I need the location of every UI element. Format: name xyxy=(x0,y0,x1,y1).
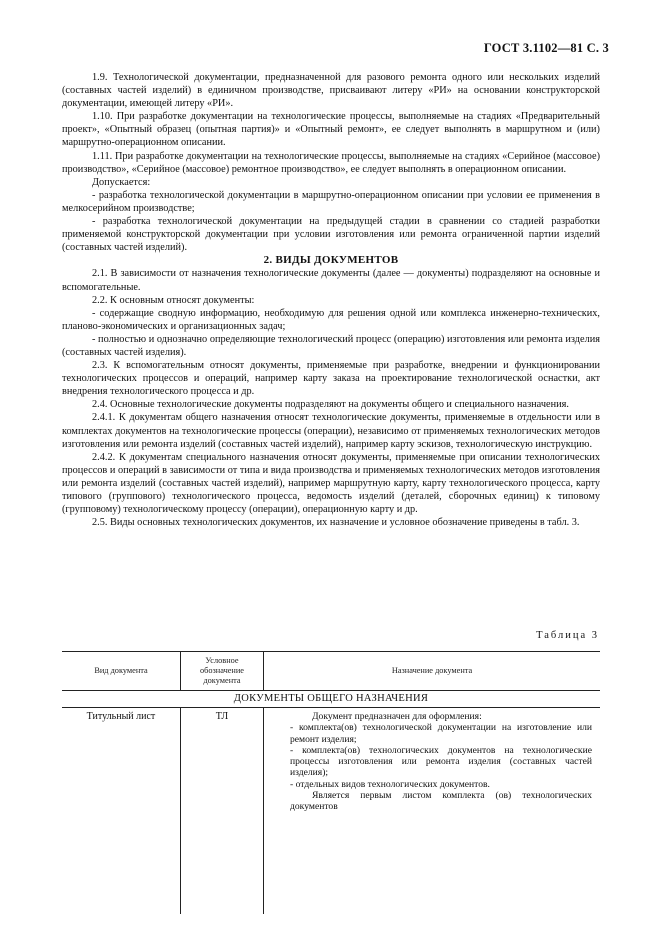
paragraph-bullet: - содержащие сводную информацию, необходимую для решения одной или комплекса инженерно-технических, планово-экономических и организационных задач; xyxy=(62,307,600,332)
paragraph-allowed: Допускается: xyxy=(92,176,151,188)
body-text xyxy=(62,71,600,529)
table-header xyxy=(62,652,600,691)
paragraph-1-9: 1.9. Технологической документации, предназначенной для разового ремонта одного или нескольких изделий (составных частей изделий) в единичном производстве, присваивают литеру «РИ» на основании конструкторской документации, имеющей литеру «РИ». xyxy=(62,72,600,110)
table-caption: Таблица 3 xyxy=(536,630,599,641)
column-divider xyxy=(263,652,264,690)
column-divider xyxy=(180,652,181,690)
description-line: Документ предназначен для оформления: xyxy=(312,711,482,722)
description-line: - отдельных видов технологических документов. xyxy=(290,778,490,790)
paragraph-bullet: - разработка технологической документации в маршрутно-операционном описании при условии ее применения в мелкосерийном производстве; xyxy=(62,189,600,214)
description-line: - комплекта(ов) технологических документов на технологические процессы изготовления или ремонта изделия (составных частей изделия); xyxy=(290,744,592,779)
row-doc-name: Титульный лист xyxy=(86,711,156,722)
header-doc-code: Условное обозначение документа xyxy=(199,656,244,685)
paragraph-1-10: 1.10. При разработке документации на технологические процессы, выполняемые на стадиях «Предварительный проект», «Опытный образец (опытная партия)» и «Опытный ремонт», ее следует выполнять в маршрутном и (или) маршрутно-операционном описании. xyxy=(62,111,600,149)
page-header: ГОСТ 3.1102—81 С. 3 xyxy=(483,41,609,55)
paragraph-2-2: 2.2. К основным относят документы: xyxy=(92,294,255,306)
paragraph-bullet: - полностью и однозначно определяющие технологический процесс (операцию) изготовления или ремонта изделия (составных частей изделия). xyxy=(62,333,600,358)
paragraph-2-3: 2.3. К вспомогательным относят документы, применяемые при разработке, внедрении и функционировании технологических процессов и операций, например карту заказа на проектирование технологической оснастки, акт внедрения технологического процесса и др. xyxy=(62,360,600,398)
document-types-table xyxy=(62,651,600,914)
row-doc-description xyxy=(290,711,592,813)
column-divider xyxy=(180,708,181,914)
description-line: - комплекта(ов) технологической документации на изготовление или ремонт изделия; xyxy=(290,722,592,745)
paragraph-2-4-2: 2.4.2. К документам специального назначения относят документы, применяемые при описании технологических процессов и операций в зависимости от типа и вида производства и применяемых технологических методов изготовления или ремонта изделий (составных частей изделий), например маршрутную карту, карту технологического процесса, карту типового (группового) технологического процесса, ведомость изделий (деталей, сборочных единиц) к типовому (групповому) технологическому процессу (операции), операционную карту и др. xyxy=(62,451,600,516)
paragraph-2-1: 2.1. В зависимости от назначения технологические документы (далее — документы) подразделяют на основные и вспомогательные. xyxy=(62,268,600,293)
paragraph-bullet: - разработка технологической документации на предыдущей стадии в сравнении со стадией разработки применяемой конструкторской документации при условии изготовления или ремонта ограниченной партии изделий (составных частей изделий). xyxy=(62,216,600,254)
header-doc-type: Вид документа xyxy=(94,666,148,675)
column-divider xyxy=(263,708,264,914)
description-line: Является первым листом комплекта (ов) технологических документов xyxy=(290,790,592,813)
header-doc-purpose: Назначение документа xyxy=(391,666,473,675)
paragraph-2-4-1: 2.4.1. К документам общего назначения относят технологические документы, применяемые в отдельности или в комплектах документов на технологические процессы (операции), независимо от применяемых технологических методов изготовления или ремонта изделий (составных частей изделий), например карту эскизов, технологическую инструкцию. xyxy=(62,412,600,450)
paragraph-1-11: 1.11. При разработке документации на технологические процессы, выполняемые на стадиях «Серийное (массовое) производство», «Серийное (массовое) ремонтное производство», ее следует выполнять в операционном описании. xyxy=(62,150,600,175)
group-title: ДОКУМЕНТЫ ОБЩЕГО НАЗНАЧЕНИЯ xyxy=(62,691,600,708)
section-title: 2. ВИДЫ ДОКУМЕНТОВ xyxy=(263,254,399,267)
row-doc-code: ТЛ xyxy=(215,711,229,722)
paragraph-2-5: 2.5. Виды основных технологических документов, их назначение и условное обозначение приведены в табл. 3. xyxy=(92,517,580,529)
paragraph-2-4: 2.4. Основные технологические документы подразделяют на документы общего и специального назначения. xyxy=(92,399,569,411)
